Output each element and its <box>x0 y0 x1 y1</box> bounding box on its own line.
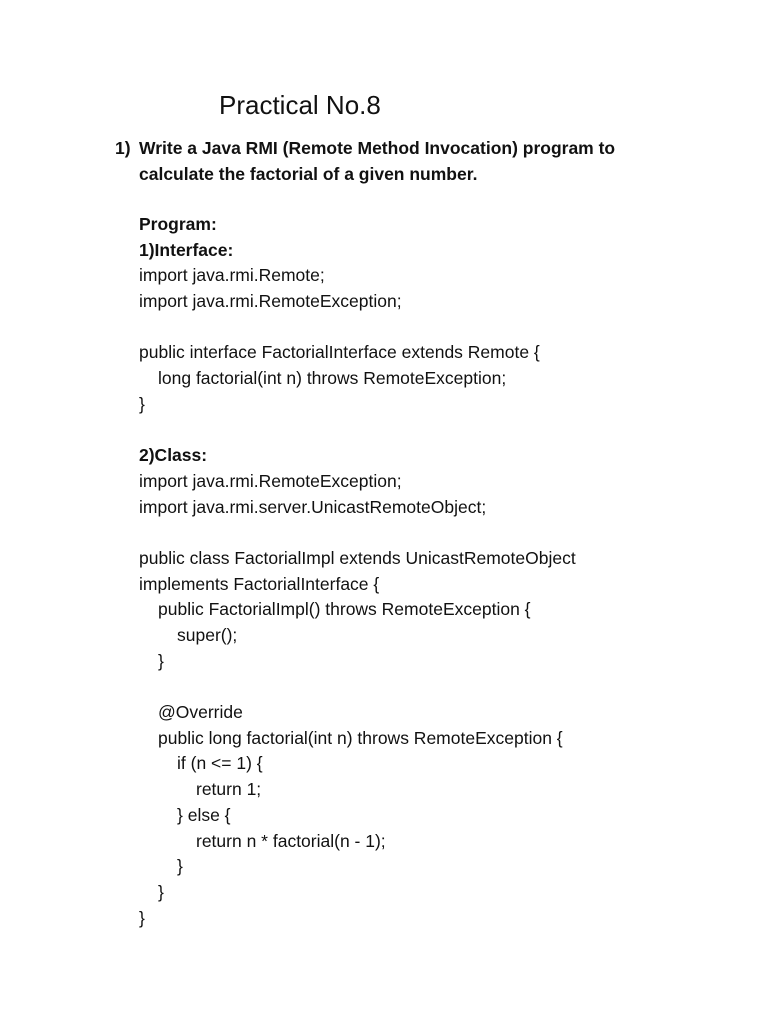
code-line <box>139 674 739 700</box>
code-line: public interface FactorialInterface extends Remote { <box>139 342 540 363</box>
code-line: public FactorialImpl() throws RemoteException { <box>158 599 531 620</box>
page-title: Practical No.8 <box>219 90 381 120</box>
code-line: @Override <box>158 702 243 723</box>
code-line: } <box>158 650 164 671</box>
class-code-block <box>139 469 739 931</box>
program-section <box>139 212 739 931</box>
class-heading: 2)Class: <box>139 445 208 466</box>
code-line: import java.rmi.Remote; <box>139 265 325 286</box>
program-label: Program: <box>139 214 217 234</box>
code-line: public long factorial(int n) throws RemoteException { <box>158 727 563 748</box>
code-line: } <box>177 856 183 877</box>
code-line <box>139 520 739 546</box>
code-line: return n * factorial(n - 1); <box>196 830 386 851</box>
code-line: if (n <= 1) { <box>177 753 263 774</box>
code-line <box>139 315 739 341</box>
interface-heading: 1)Interface: <box>139 239 234 260</box>
code-line: } <box>139 393 145 414</box>
question-text: Write a Java RMI (Remote Method Invocation) program to calculate the factorial of a given number. <box>139 138 616 184</box>
question-number: 1) <box>115 138 131 158</box>
code-line: public class FactorialImpl extends UnicastRemoteObject <box>139 547 576 568</box>
code-line: } <box>139 907 145 928</box>
code-line: } <box>158 881 164 902</box>
code-line: import java.rmi.RemoteException; <box>139 470 402 491</box>
code-line: import java.rmi.RemoteException; <box>139 291 402 312</box>
code-line: super(); <box>177 625 238 645</box>
question <box>115 136 675 187</box>
code-line: implements FactorialInterface { <box>139 573 380 594</box>
code-line: } else { <box>177 804 231 825</box>
code-line: return 1; <box>196 779 262 800</box>
code-line: import java.rmi.server.UnicastRemoteObject; <box>139 496 487 517</box>
code-line: long factorial(int n) throws RemoteException; <box>158 368 507 389</box>
interface-code-block <box>139 263 739 417</box>
blank-line <box>139 418 739 444</box>
